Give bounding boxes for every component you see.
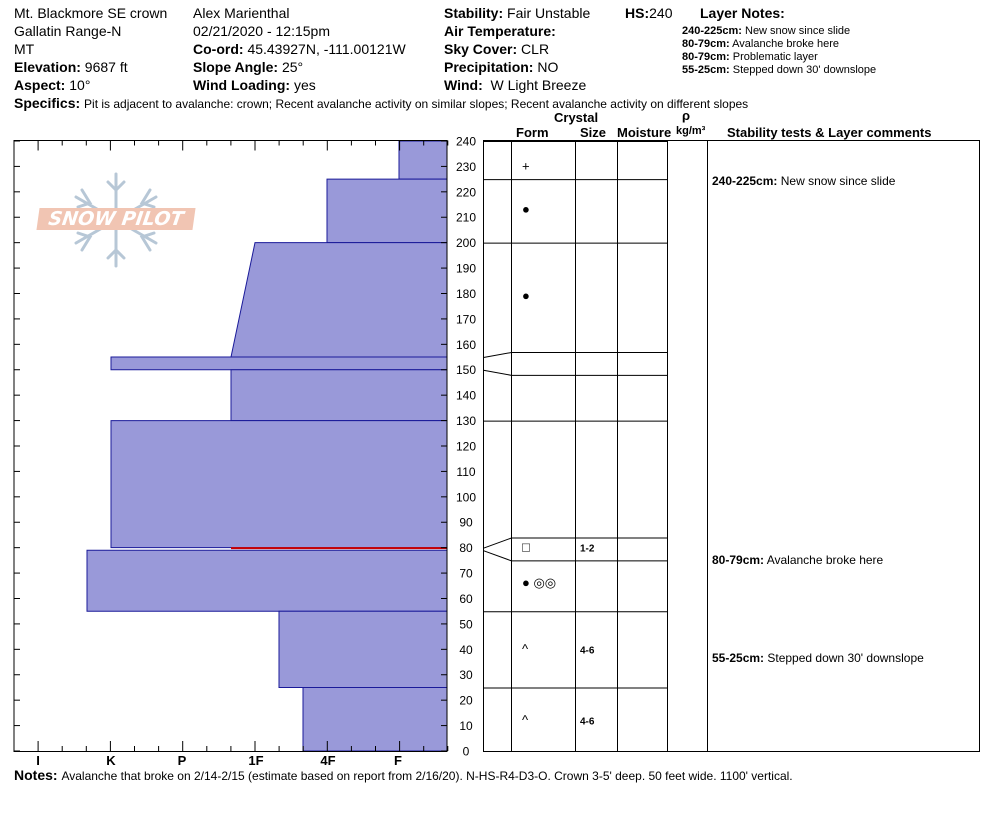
moisture-header: Moisture	[617, 125, 672, 140]
crystal-form-symbol: ●	[522, 201, 530, 217]
x-tick-label: F	[394, 753, 402, 768]
crystal-form-symbol: ●	[522, 288, 530, 304]
stability-value: Fair Unstable	[507, 5, 591, 21]
wind-value: W Light Breeze	[490, 77, 587, 93]
observer-name: Alex Marienthal	[193, 5, 290, 21]
layer-note-range: 80-79cm:	[682, 38, 730, 50]
slope-value: 25°	[281, 59, 304, 75]
hardness-layer-bar	[279, 611, 447, 687]
y-tick-label: 180	[455, 286, 477, 301]
layer-note-range: 55-25cm:	[682, 64, 730, 76]
y-tick-label: 0	[462, 744, 470, 759]
slope-label: Slope Angle:	[193, 59, 279, 75]
y-tick-label: 70	[459, 566, 473, 581]
crystal-form-symbol: ^	[522, 641, 529, 657]
coord-label: Co-ord:	[193, 41, 244, 57]
notes-row	[14, 767, 793, 784]
notes-label: Notes:	[14, 767, 58, 783]
form-header: Form	[516, 125, 549, 140]
crystal-form-symbol: ^	[522, 712, 529, 728]
layer-notes-title: Layer Notes:	[700, 5, 785, 21]
layer-connector	[484, 538, 512, 548]
layer-table-grid	[484, 141, 708, 752]
location-name: Mt. Blackmore SE crown	[14, 5, 168, 21]
layer-comment-text: Stepped down 30' downslope	[767, 651, 924, 665]
aspect-value: 10°	[69, 77, 91, 93]
wind-loading-label: Wind Loading:	[193, 77, 291, 93]
y-tick-label: 90	[459, 515, 473, 530]
y-tick-label: 30	[459, 668, 473, 683]
density-header: kg/m³	[676, 125, 706, 137]
y-tick-label: 200	[455, 236, 477, 251]
observation-datetime: 02/21/2020 - 12:15pm	[193, 23, 330, 39]
sky-value: CLR	[521, 41, 550, 57]
layer-note-text: New snow since slide	[745, 25, 851, 37]
rho-header: ρ	[682, 108, 691, 123]
hardness-layer-bar	[87, 550, 447, 611]
y-tick-label: 120	[455, 439, 477, 454]
layer-comment-range: 55-25cm:	[712, 651, 765, 665]
crystal-size-label: 4-6	[580, 645, 595, 657]
x-tick-label: 1F	[248, 753, 264, 768]
x-tick-label: I	[36, 753, 40, 768]
crystal-form-symbol: +	[522, 158, 530, 174]
layer-comment-text: Avalanche broke here	[766, 553, 884, 567]
y-tick-label: 50	[459, 617, 473, 632]
precip-value: NO	[537, 59, 559, 75]
snowpilot-logo	[38, 170, 194, 270]
range-name: Gallatin Range-N	[14, 23, 122, 39]
layer-comment-range: 80-79cm:	[712, 553, 765, 567]
layer-note-text: Stepped down 30' downslope	[732, 64, 877, 76]
x-tick-label: P	[177, 753, 187, 768]
sky-label: Sky Cover:	[444, 41, 518, 57]
y-tick-label: 220	[455, 185, 477, 200]
crystal-size-label: 4-6	[580, 716, 595, 728]
air-temp-label: Air Temperature:	[444, 23, 556, 39]
y-tick-label: 190	[455, 261, 477, 276]
hardness-layer-bar	[303, 687, 447, 751]
crystal-form-symbol: ● ◎◎	[522, 575, 557, 591]
y-tick-label: 80	[459, 541, 473, 556]
hardness-layer-bar	[231, 243, 447, 357]
x-tick-label: 4F	[320, 753, 336, 768]
y-tick-label: 170	[455, 312, 477, 327]
hardness-layer-bar	[111, 421, 447, 548]
layer-comment-range: 240-225cm:	[712, 174, 778, 188]
layer-table-content	[522, 158, 595, 727]
crystal-size-label: 1-2	[580, 543, 595, 555]
layer-comment	[712, 174, 895, 188]
layer-note-text: Avalanche broke here	[732, 38, 839, 50]
notes-value: Avalanche that broke on 2/14-2/15 (estimate based on report from 2/16/20). N-HS-R4-D3-O. Crown 3-5' deep. 50 feet wide. 1100' vertical.	[61, 769, 793, 783]
crystal-form-symbol: □	[522, 539, 530, 555]
y-tick-label: 20	[459, 693, 473, 708]
y-tick-label: 140	[455, 388, 477, 403]
layer-connector	[484, 370, 512, 375]
y-tick-label: 240	[455, 134, 477, 149]
hardness-layer-bar	[399, 141, 447, 179]
layer-note-range: 240-225cm:	[682, 25, 742, 37]
specifics-label: Specifics:	[14, 95, 81, 111]
y-tick-label: 150	[455, 363, 477, 378]
elevation-label: Elevation:	[14, 59, 81, 75]
coord-value: 45.43927N, -111.00121W	[247, 41, 406, 57]
hardness-layer-bar	[231, 370, 447, 421]
y-tick-label: 60	[459, 591, 473, 606]
hs-value: 240	[649, 5, 673, 21]
y-tick-label: 210	[455, 210, 477, 225]
layer-comment-text: New snow since slide	[780, 174, 896, 188]
stability-comments-header: Stability tests & Layer comments	[727, 125, 932, 140]
y-tick-label: 10	[459, 719, 473, 734]
hardness-layer-bar	[111, 357, 447, 370]
y-tick-label: 40	[459, 642, 473, 657]
wind-label: Wind:	[444, 77, 483, 93]
layer-connector	[484, 352, 512, 357]
y-tick-label: 130	[455, 414, 477, 429]
aspect-label: Aspect:	[14, 77, 66, 93]
layer-comment	[712, 553, 883, 567]
y-tick-label: 160	[455, 337, 477, 352]
elevation-value: 9687 ft	[84, 59, 128, 75]
precip-label: Precipitation:	[444, 59, 534, 75]
layer-note-range: 80-79cm:	[682, 51, 730, 63]
layer-note-text: Problematic layer	[732, 51, 818, 63]
hs-label: HS:	[625, 5, 650, 21]
hardness-layer-bar	[327, 179, 447, 243]
size-header: Size	[580, 125, 607, 140]
wind-loading-value: yes	[293, 77, 316, 93]
stability-label: Stability:	[444, 5, 504, 21]
y-tick-label: 100	[455, 490, 477, 505]
y-tick-label: 230	[455, 159, 477, 174]
y-tick-label: 110	[456, 464, 476, 479]
x-tick-label: K	[106, 753, 116, 768]
snowpilot-logo-text: SNOW PILOT	[36, 208, 195, 230]
layer-comment	[712, 651, 924, 665]
state-name: MT	[14, 41, 35, 57]
specifics-value: Pit is adjacent to avalanche: crown; Recent avalanche activity on similar slopes; Recent avalanche activity on different slopes	[84, 97, 749, 111]
crystal-header: Crystal	[554, 110, 599, 125]
layer-connector	[484, 551, 512, 561]
